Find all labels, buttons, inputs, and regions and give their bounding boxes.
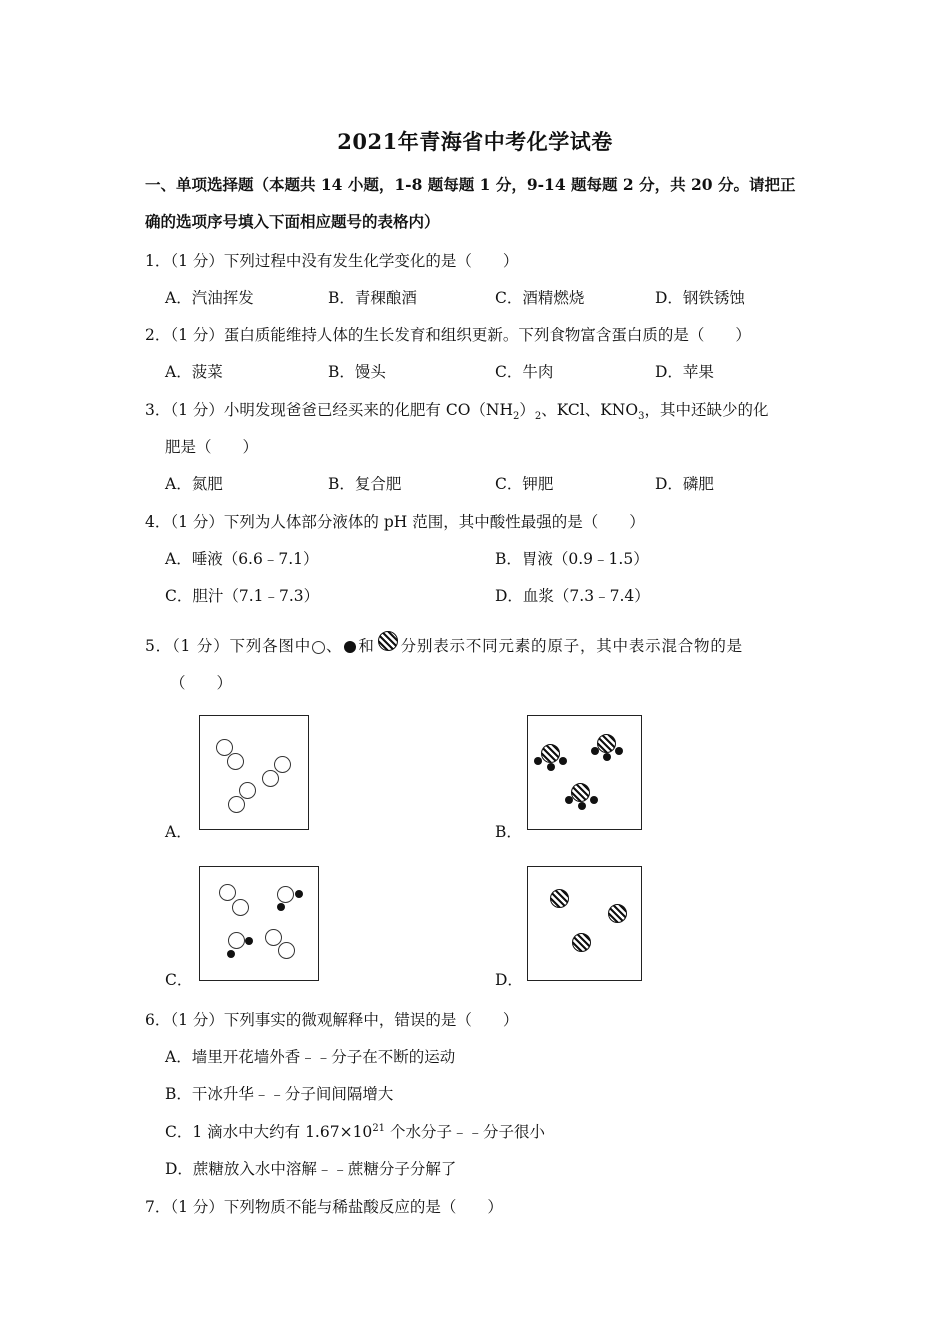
q6-option-b: B．干冰升华﹣﹣分子间间隔增大 [165, 1085, 394, 1103]
question-5-stem: 5．（1 分）下列各图中 、 和 分别表示不同元素的原子，其中表示混合物的是 [145, 634, 743, 657]
q5-diagram-b [527, 715, 642, 830]
q5-option-a-label: A． [165, 823, 192, 841]
section-heading-line2: 确的选项序号填入下面相应题号的表格内） [145, 212, 440, 231]
question-4-stem: 4．（1 分）下列为人体部分液体的 pH 范围，其中酸性最强的是（ ） [145, 513, 645, 531]
question-6-stem: 6．（1 分）下列事实的微观解释中，错误的是（ ） [145, 1011, 519, 1029]
q5-option-c-label: C． [165, 971, 193, 989]
page-title: 2021年青海省中考化学试卷 [337, 129, 613, 154]
q3-option-b: B．复合肥 [328, 475, 402, 493]
question-2-stem: 2．（1 分）蛋白质能维持人体的生长发育和组织更新。下列食物富含蛋白质的是（ ） [145, 326, 751, 344]
q4-option-a: A．唾液（6.6﹣7.1） [165, 550, 319, 568]
q6-option-c: C．1 滴水中大约有 $1.67\times 10^{21}$ 个水分子﹣﹣分子很小 [165, 1122, 545, 1141]
q4-option-d: D．血浆（7.3﹣7.4） [495, 587, 650, 605]
q1-option-b: B．青稞酿酒 [328, 289, 417, 307]
question-7-stem: 7．（1 分）下列物质不能与稀盐酸反应的是（ ） [145, 1198, 503, 1216]
q5-diagram-c [199, 866, 319, 981]
question-3-stem-cont: 肥是（ ） [165, 438, 259, 456]
q5-option-b-label: B． [495, 823, 522, 841]
q3-option-c: C．钾肥 [495, 475, 554, 493]
q2-option-d: D．苹果 [655, 363, 714, 381]
q2-option-b: B．馒头 [328, 363, 386, 381]
q4-option-b: B．胃液（0.9﹣1.5） [495, 550, 649, 568]
question-1-stem: 1．（1 分）下列过程中没有发生化学变化的是（ ） [145, 252, 519, 270]
q3-option-a: A．氮肥 [165, 475, 223, 493]
q2-option-a: A．菠菜 [165, 363, 223, 381]
question-5-stem-cont: （ ） [170, 674, 233, 692]
hatched-atom-symbol [378, 631, 398, 651]
q6-option-a: A．墙里开花墙外香﹣﹣分子在不断的运动 [165, 1048, 456, 1066]
q2-option-c: C．牛肉 [495, 363, 554, 381]
q1-option-a: A．汽油挥发 [165, 289, 254, 307]
q5-option-d-label: D． [495, 971, 523, 989]
q5-diagram-d [527, 866, 642, 981]
q6-option-d: D．蔗糖放入水中溶解﹣﹣蔗糖分子分解了 [165, 1160, 457, 1178]
q4-option-c: C．胆汁（7.1﹣7.3） [165, 587, 320, 605]
q5-diagram-a [199, 715, 309, 830]
q3-option-d: D．磷肥 [655, 475, 714, 493]
question-3-stem: 3．（1 分）小明发现爸爸已经买来的化肥有 $CO(NH_2)_2$、KCl、$KNO_3$，其中还缺少的化 [145, 401, 769, 423]
black-atom-symbol [344, 641, 356, 653]
q1-option-d: D．钢铁锈蚀 [655, 289, 745, 307]
section-heading-line1: 一、单项选择题（本题共 14 小题，1-8 题每题 1 分，9-14 题每题 2 分，共 20 分。请把正 [145, 175, 796, 194]
white-atom-symbol [312, 641, 325, 654]
q1-option-c: C．酒精燃烧 [495, 289, 585, 307]
